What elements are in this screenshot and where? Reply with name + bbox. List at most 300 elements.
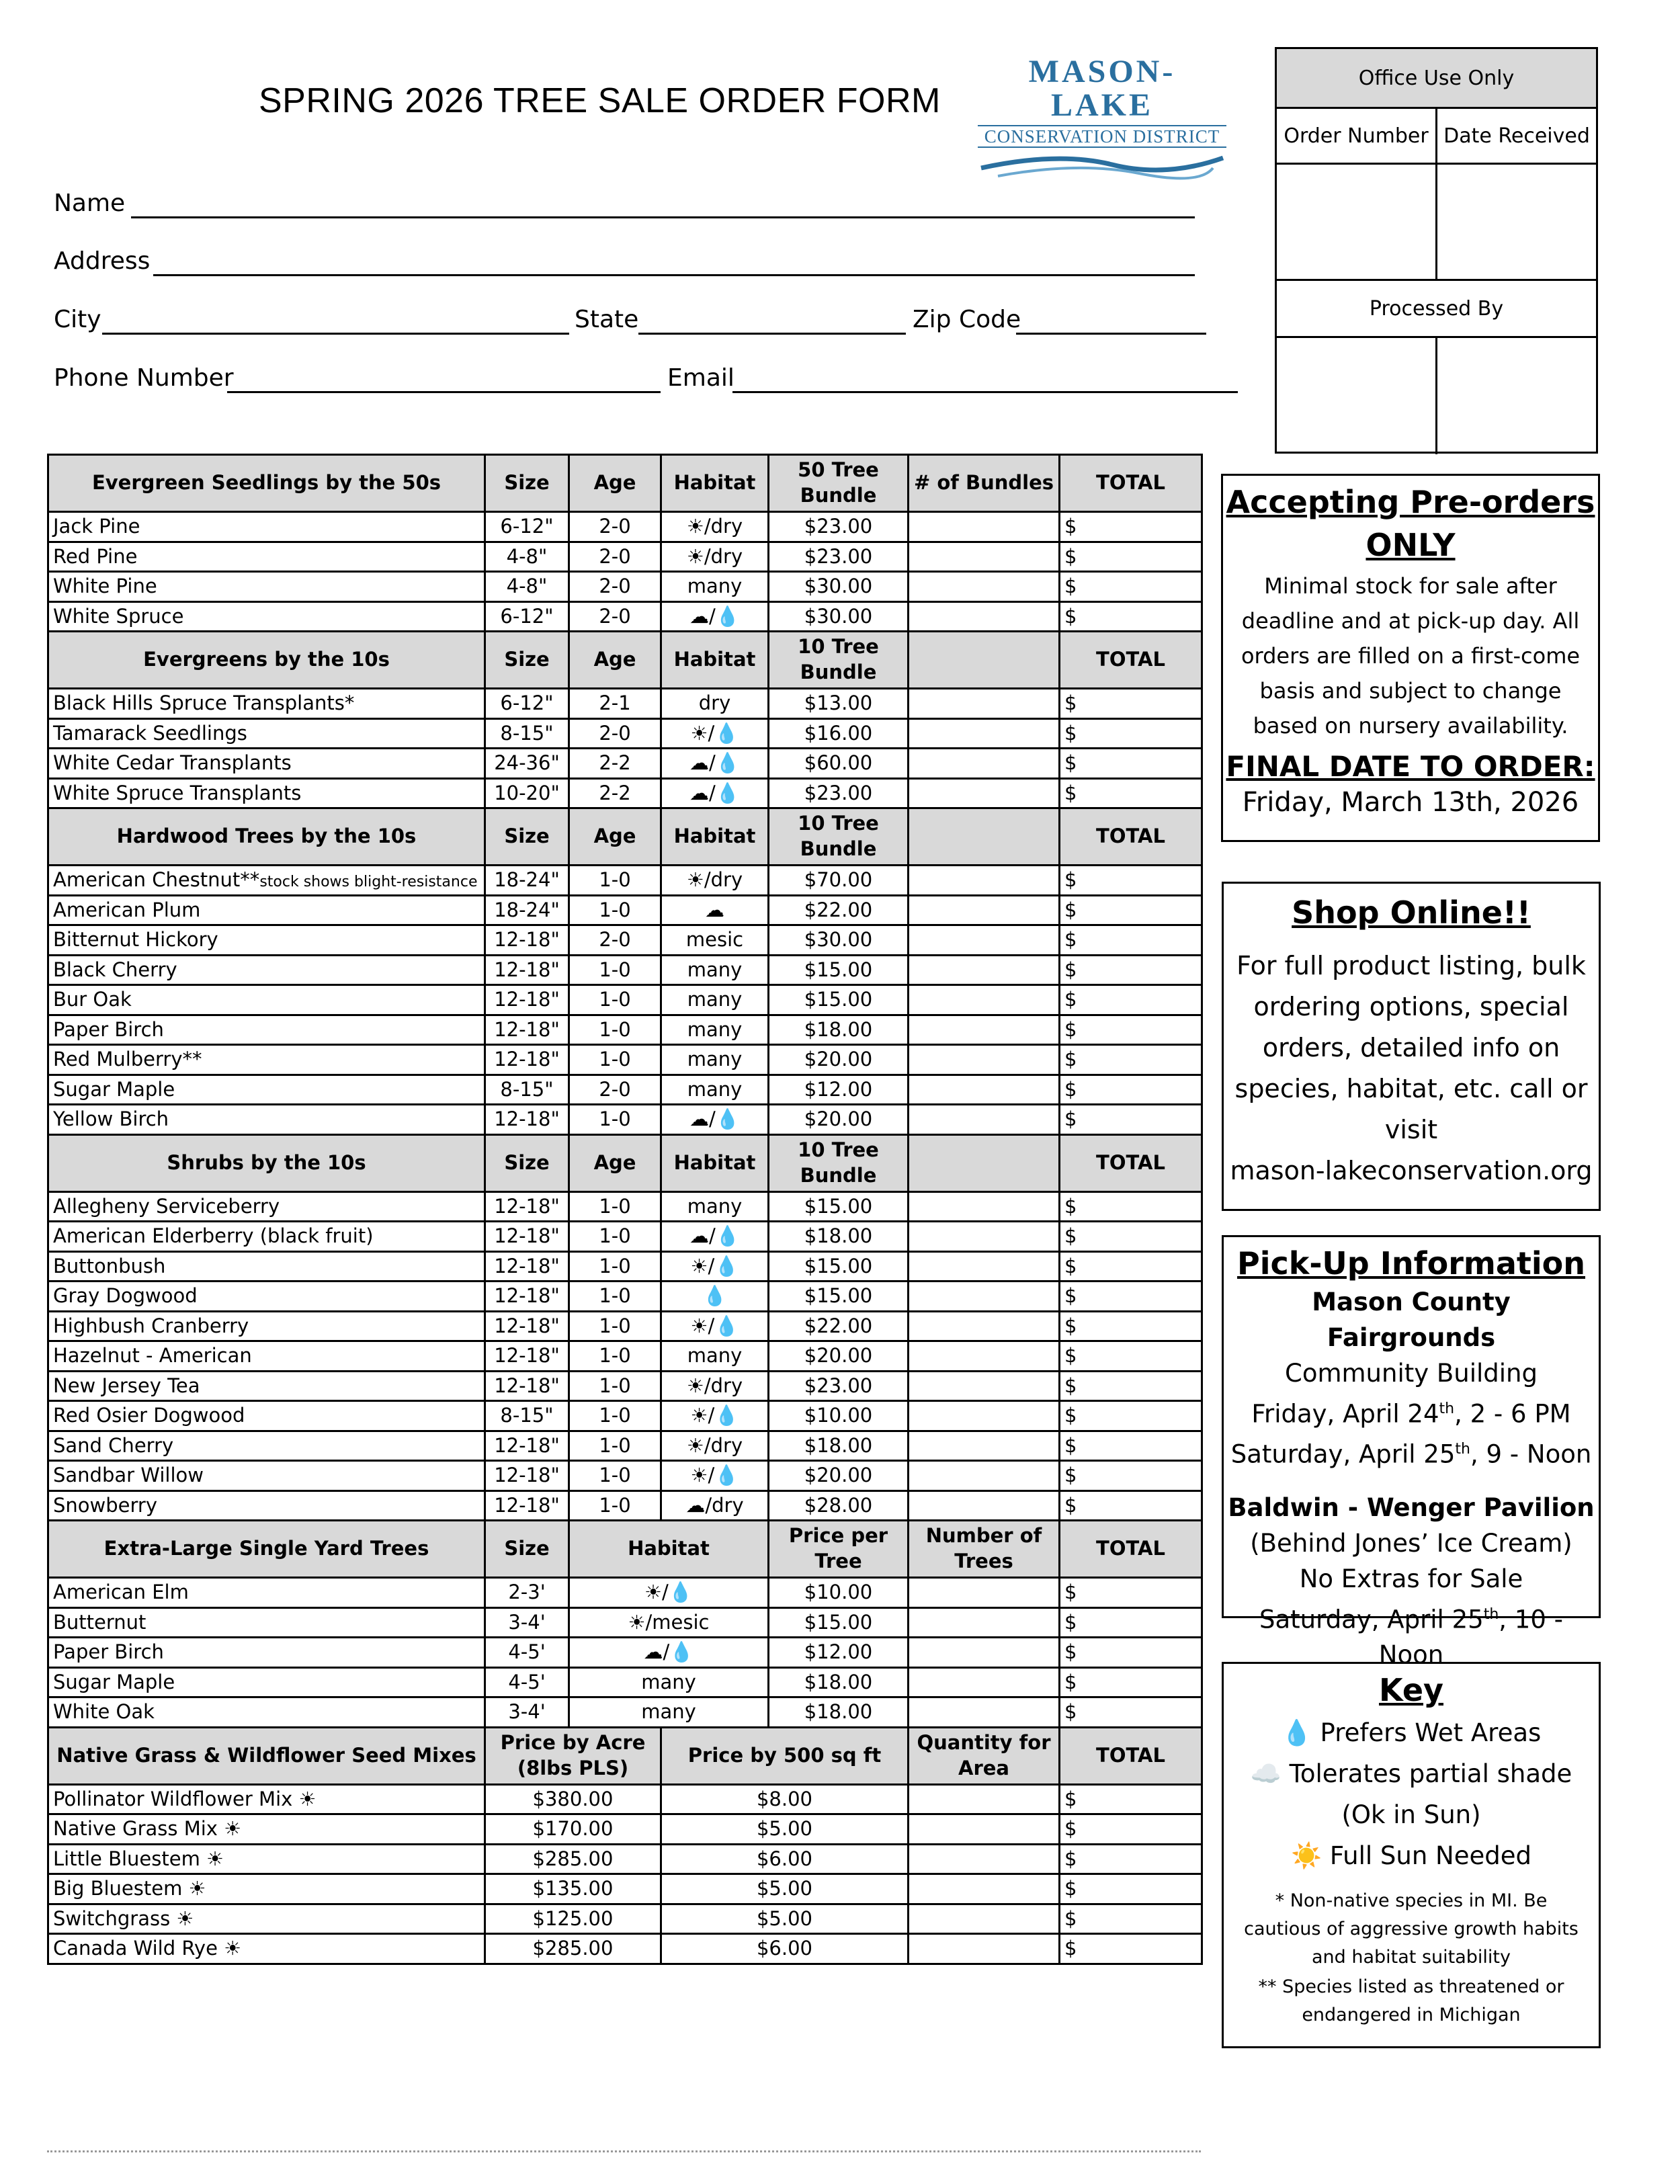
size-cell: 12-18" [485, 1251, 569, 1282]
quantity-input[interactable] [909, 1045, 1060, 1075]
quantity-input[interactable] [909, 1934, 1060, 1964]
species-name: Black Hills Spruce Transplants* [48, 689, 485, 719]
quantity-input[interactable] [909, 1638, 1060, 1668]
size-cell: 3-4' [485, 1607, 569, 1638]
total-input[interactable]: $ [1060, 1222, 1202, 1252]
total-input[interactable]: $ [1060, 1282, 1202, 1312]
quantity-input[interactable] [909, 1667, 1060, 1697]
table-row [48, 1934, 1202, 1964]
quantity-input[interactable] [909, 689, 1060, 719]
shop-online-body: For full product listing, bulk ordering options, special orders, detailed info on species, habitat, etc. call or visit [1234, 951, 1588, 1144]
age-cell: 2-2 [569, 749, 661, 779]
size-cell: 8-15" [485, 1401, 569, 1431]
total-input[interactable]: $ [1060, 1844, 1202, 1874]
total-input[interactable]: $ [1060, 985, 1202, 1015]
total-input[interactable]: $ [1060, 601, 1202, 632]
pickup-box [1222, 1235, 1601, 1669]
order-number-field[interactable] [1277, 165, 1435, 279]
age-cell: 1-0 [569, 1371, 661, 1401]
seed-mix-name: Canada Wild Rye ☀ [48, 1934, 485, 1964]
table-row [48, 1371, 1202, 1401]
total-input[interactable]: $ [1060, 542, 1202, 572]
acre-price-cell: $135.00 [485, 1874, 661, 1904]
logo-sub-text: CONSERVATION DISTRICT [978, 125, 1226, 148]
processed-by-field-1[interactable] [1277, 338, 1435, 454]
total-input[interactable]: $ [1060, 1667, 1202, 1697]
final-date: Friday, March 13th, 2026 [1242, 787, 1579, 818]
sqft-price-cell: $6.00 [661, 1934, 909, 1964]
hardwood-header-row [48, 808, 1202, 866]
key-note-1: * Non-native species in MI. Be cautious of aggressive growth habits and habitat suitability [1244, 1890, 1579, 1968]
table-row [48, 955, 1202, 985]
size-cell: 12-18" [485, 1105, 569, 1135]
table-row [48, 1578, 1202, 1608]
table-row [48, 1015, 1202, 1045]
key-shade: ☁️ Tolerates partial shade [1250, 1759, 1572, 1788]
acre-price-cell: $125.00 [485, 1904, 661, 1934]
quantity-input[interactable] [909, 1282, 1060, 1312]
price-cell: $12.00 [769, 1075, 909, 1105]
quantity-input[interactable] [909, 1607, 1060, 1638]
total-input[interactable]: $ [1060, 718, 1202, 749]
price-cell: $12.00 [769, 1638, 909, 1668]
table-row [48, 1282, 1202, 1312]
quantity-input[interactable] [909, 1874, 1060, 1904]
habitat-cell: ☀/dry [661, 512, 769, 542]
zip-field[interactable] [1016, 333, 1206, 335]
price-cell: $30.00 [769, 925, 909, 956]
size-cell: 6-12" [485, 689, 569, 719]
habitat-cell: many [661, 1045, 769, 1075]
quantity-input[interactable] [909, 718, 1060, 749]
quantity-input[interactable] [909, 985, 1060, 1015]
quantity-input[interactable] [909, 866, 1060, 896]
price-cell: $18.00 [769, 1431, 909, 1461]
key-box [1222, 1662, 1601, 2048]
quantity-input[interactable] [909, 1222, 1060, 1252]
xl-header-row [48, 1521, 1202, 1578]
total-input[interactable]: $ [1060, 1814, 1202, 1845]
size-cell: 2-3' [485, 1578, 569, 1608]
size-cell: 12-18" [485, 985, 569, 1015]
species-name: Gray Dogwood [48, 1282, 485, 1312]
hardwood-header-age: Age [569, 808, 661, 866]
table-row [48, 1222, 1202, 1252]
price-cell: $13.00 [769, 689, 909, 719]
shrubs-header-habitat: Habitat [661, 1134, 769, 1191]
shrubs-header-bundle: 10 Tree Bundle [769, 1134, 909, 1191]
habitat-cell: dry [661, 689, 769, 719]
seed-header-500sqft: Price by 500 sq ft [661, 1727, 909, 1784]
species-name: White Cedar Transplants [48, 749, 485, 779]
total-input[interactable]: $ [1060, 1045, 1202, 1075]
price-cell: $20.00 [769, 1045, 909, 1075]
total-input[interactable]: $ [1060, 1607, 1202, 1638]
price-cell: $22.00 [769, 895, 909, 925]
age-cell: 1-0 [569, 1282, 661, 1312]
total-input[interactable]: $ [1060, 1784, 1202, 1814]
evergreen50-header-age: Age [569, 455, 661, 512]
quantity-input[interactable] [909, 1431, 1060, 1461]
pickup-date-3: Saturday, April 25th, 10 - Noon [1259, 1604, 1563, 1669]
price-cell: $20.00 [769, 1461, 909, 1491]
quantity-input[interactable] [909, 601, 1060, 632]
email-label: Email [667, 364, 734, 392]
quantity-input[interactable] [909, 1904, 1060, 1934]
cloud-icon: ☁️ [1250, 1759, 1282, 1788]
shrubs-header-name: Shrubs by the 10s [48, 1134, 485, 1191]
habitat-cell: ☁ [661, 895, 769, 925]
habitat-cell: ☀/💧 [661, 1251, 769, 1282]
shop-online-box [1222, 882, 1601, 1211]
species-name: Sandbar Willow [48, 1461, 485, 1491]
habitat-cell: ☀/mesic [569, 1607, 769, 1638]
evergreen50-header-name: Evergreen Seedlings by the 50s [48, 455, 485, 512]
age-cell: 2-1 [569, 689, 661, 719]
shop-online-url[interactable]: mason-lakeconservation.org [1230, 1156, 1593, 1185]
price-cell: $10.00 [769, 1401, 909, 1431]
total-input[interactable]: $ [1060, 572, 1202, 602]
species-name: Snowberry [48, 1490, 485, 1521]
species-name: Bitternut Hickory [48, 925, 485, 956]
quantity-input[interactable] [909, 955, 1060, 985]
seed-header-row [48, 1727, 1202, 1784]
quantity-input[interactable] [909, 1461, 1060, 1491]
total-input[interactable]: $ [1060, 955, 1202, 985]
chestnut-note: stock shows blight-resistance [259, 874, 478, 891]
species-name: American Elm [48, 1578, 485, 1608]
total-input[interactable]: $ [1060, 1371, 1202, 1401]
preorder-box [1221, 474, 1600, 842]
table-row [48, 778, 1202, 808]
pickup-location-2c: No Extras for Sale [1299, 1564, 1523, 1593]
evergreen10-header-size: Size [485, 632, 569, 689]
table-row [48, 1401, 1202, 1431]
key-title: Key [1378, 1672, 1444, 1708]
size-cell: 3-4' [485, 1697, 569, 1728]
species-name: Allegheny Serviceberry [48, 1191, 485, 1222]
total-input[interactable]: $ [1060, 1490, 1202, 1521]
species-name: Buttonbush [48, 1251, 485, 1282]
evergreen10-header-row [48, 632, 1202, 689]
total-input[interactable]: $ [1060, 1934, 1202, 1964]
species-name: White Pine [48, 572, 485, 602]
age-cell: 2-0 [569, 542, 661, 572]
habitat-cell: many [661, 985, 769, 1015]
evergreen10-header-bundle: 10 Tree Bundle [769, 632, 909, 689]
quantity-input[interactable] [909, 542, 1060, 572]
total-input[interactable]: $ [1060, 1401, 1202, 1431]
price-cell: $18.00 [769, 1667, 909, 1697]
total-input[interactable]: $ [1060, 1874, 1202, 1904]
price-cell: $28.00 [769, 1490, 909, 1521]
pickup-location-1: Mason County Fairgrounds [1312, 1288, 1511, 1352]
price-cell: $15.00 [769, 1251, 909, 1282]
acre-price-cell: $285.00 [485, 1844, 661, 1874]
table-row [48, 1490, 1202, 1521]
evergreen50-header-bundle: 50 Tree Bundle [769, 455, 909, 512]
price-cell: $15.00 [769, 1282, 909, 1312]
seed-header-total: TOTAL [1060, 1727, 1202, 1784]
preorder-only: ONLY [1366, 527, 1456, 563]
quantity-input[interactable] [909, 1490, 1060, 1521]
xl-header-habitat: Habitat [569, 1521, 769, 1578]
species-name: Paper Birch [48, 1638, 485, 1668]
quantity-input[interactable] [909, 1015, 1060, 1045]
table-row [48, 601, 1202, 632]
date-received-field[interactable] [1435, 165, 1596, 279]
size-cell: 12-18" [485, 1222, 569, 1252]
xl-header-number: Number of Trees [909, 1521, 1060, 1578]
size-cell: 18-24" [485, 895, 569, 925]
habitat-cell: many [661, 955, 769, 985]
phone-field[interactable] [227, 391, 661, 393]
species-name: Red Mulberry** [48, 1045, 485, 1075]
acre-price-cell: $380.00 [485, 1784, 661, 1814]
habitat-cell: ☀/💧 [661, 1401, 769, 1431]
price-cell: $20.00 [769, 1105, 909, 1135]
quantity-input[interactable] [909, 1251, 1060, 1282]
table-row [48, 1697, 1202, 1728]
species-name: Yellow Birch [48, 1105, 485, 1135]
habitat-cell: mesic [661, 925, 769, 956]
quantity-input[interactable] [909, 572, 1060, 602]
price-cell: $18.00 [769, 1697, 909, 1728]
size-cell: 12-18" [485, 1015, 569, 1045]
age-cell: 2-0 [569, 601, 661, 632]
size-cell: 4-5' [485, 1667, 569, 1697]
address-label: Address [54, 247, 151, 275]
size-cell: 12-18" [485, 1490, 569, 1521]
evergreen50-header-qty: # of Bundles [909, 455, 1060, 512]
total-input[interactable]: $ [1060, 1697, 1202, 1728]
price-cell: $20.00 [769, 1341, 909, 1372]
xl-header-total: TOTAL [1060, 1521, 1202, 1578]
bottom-divider [47, 2150, 1201, 2154]
habitat-cell: ☁/💧 [569, 1638, 769, 1668]
total-input[interactable]: $ [1060, 866, 1202, 896]
price-cell: $15.00 [769, 1191, 909, 1222]
name-label: Name [54, 190, 126, 217]
age-cell: 1-0 [569, 1431, 661, 1461]
quantity-input[interactable] [909, 1401, 1060, 1431]
habitat-cell: ☁/💧 [661, 749, 769, 779]
habitat-cell: ☀/dry [661, 1431, 769, 1461]
price-cell: $23.00 [769, 1371, 909, 1401]
seed-mix-name: Little Bluestem ☀ [48, 1844, 485, 1874]
sqft-price-cell: $5.00 [661, 1874, 909, 1904]
total-input[interactable]: $ [1060, 512, 1202, 542]
quantity-input[interactable] [909, 925, 1060, 956]
habitat-cell: many [661, 1075, 769, 1105]
quantity-input[interactable] [909, 1784, 1060, 1814]
total-input[interactable]: $ [1060, 1191, 1202, 1222]
total-input[interactable]: $ [1060, 1461, 1202, 1491]
table-row [48, 1844, 1202, 1874]
quantity-input[interactable] [909, 895, 1060, 925]
age-cell: 2-0 [569, 925, 661, 956]
table-row [48, 1431, 1202, 1461]
table-row [48, 749, 1202, 779]
city-label: City [54, 306, 101, 333]
total-input[interactable]: $ [1060, 1015, 1202, 1045]
processed-by-field-2[interactable] [1435, 338, 1596, 454]
sqft-price-cell: $5.00 [661, 1904, 909, 1934]
hardwood-header-qty [909, 808, 1060, 866]
size-cell: 12-18" [485, 955, 569, 985]
age-cell: 2-0 [569, 512, 661, 542]
table-row [48, 1461, 1202, 1491]
species-name: White Spruce Transplants [48, 778, 485, 808]
address-field[interactable] [153, 274, 1195, 276]
state-label: State [575, 306, 639, 333]
species-name: American Chestnut**stock shows blight-resistance [48, 866, 485, 896]
quantity-input[interactable] [909, 1697, 1060, 1728]
name-field[interactable] [131, 216, 1195, 218]
pickup-date-1: Friday, April 24th, 2 - 6 PM [1251, 1399, 1571, 1429]
seed-header-acre: Price by Acre (8lbs PLS) [485, 1727, 661, 1784]
price-cell: $60.00 [769, 749, 909, 779]
species-name: Hazelnut - American [48, 1341, 485, 1372]
quantity-input[interactable] [909, 1814, 1060, 1845]
age-cell: 1-0 [569, 955, 661, 985]
hardwood-header-habitat: Habitat [661, 808, 769, 866]
total-input[interactable]: $ [1060, 689, 1202, 719]
key-wet: 💧 Prefers Wet Areas [1281, 1718, 1542, 1747]
shrubs-header-total: TOTAL [1060, 1134, 1202, 1191]
quantity-input[interactable] [909, 1844, 1060, 1874]
date-received-label: Date Received [1435, 109, 1596, 163]
xl-header-name: Extra-Large Single Yard Trees [48, 1521, 485, 1578]
table-row [48, 866, 1202, 896]
total-input[interactable]: $ [1060, 895, 1202, 925]
table-row [48, 1075, 1202, 1105]
evergreen10-header-total: TOTAL [1060, 632, 1202, 689]
sqft-price-cell: $6.00 [661, 1844, 909, 1874]
price-cell: $22.00 [769, 1311, 909, 1341]
logo-wave-icon [978, 148, 1226, 181]
zip-label: Zip Code [913, 306, 1021, 333]
habitat-cell: ☁/💧 [661, 1105, 769, 1135]
price-cell: $15.00 [769, 985, 909, 1015]
quantity-input[interactable] [909, 1105, 1060, 1135]
species-name: Tamarack Seedlings [48, 718, 485, 749]
total-input[interactable]: $ [1060, 778, 1202, 808]
quantity-input[interactable] [909, 512, 1060, 542]
total-input[interactable]: $ [1060, 1251, 1202, 1282]
table-row [48, 1784, 1202, 1814]
price-cell: $18.00 [769, 1015, 909, 1045]
size-cell: 24-36" [485, 749, 569, 779]
age-cell: 2-2 [569, 778, 661, 808]
total-input[interactable]: $ [1060, 1311, 1202, 1341]
quantity-input[interactable] [909, 1075, 1060, 1105]
page-title: SPRING 2026 TREE SALE ORDER FORM [259, 81, 941, 120]
table-row [48, 1607, 1202, 1638]
size-cell: 4-5' [485, 1638, 569, 1668]
quantity-input[interactable] [909, 1578, 1060, 1608]
table-row [48, 895, 1202, 925]
table-row [48, 542, 1202, 572]
table-row [48, 1814, 1202, 1845]
price-cell: $23.00 [769, 542, 909, 572]
habitat-cell: ☀/💧 [569, 1578, 769, 1608]
age-cell: 1-0 [569, 1222, 661, 1252]
size-cell: 12-18" [485, 1371, 569, 1401]
preorder-body: Minimal stock for sale after deadline and at pick-up day. All orders are filled on a first-come basis and subject to change based on nursery availability. [1241, 573, 1581, 739]
price-cell: $23.00 [769, 778, 909, 808]
total-input[interactable]: $ [1060, 1341, 1202, 1372]
total-input[interactable]: $ [1060, 925, 1202, 956]
total-input[interactable]: $ [1060, 1578, 1202, 1608]
table-row [48, 1311, 1202, 1341]
email-field[interactable] [732, 391, 1238, 393]
size-cell: 12-18" [485, 1341, 569, 1372]
state-field[interactable] [638, 333, 906, 335]
quantity-input[interactable] [909, 1341, 1060, 1372]
total-input[interactable]: $ [1060, 749, 1202, 779]
hardwood-header-size: Size [485, 808, 569, 866]
pickup-location-1b: Community Building [1285, 1359, 1538, 1388]
total-input[interactable]: $ [1060, 1638, 1202, 1668]
age-cell: 1-0 [569, 1045, 661, 1075]
species-name: Red Osier Dogwood [48, 1401, 485, 1431]
total-input[interactable]: $ [1060, 1075, 1202, 1105]
age-cell: 2-0 [569, 1075, 661, 1105]
table-row [48, 1667, 1202, 1697]
age-cell: 1-0 [569, 1251, 661, 1282]
species-name: Highbush Cranberry [48, 1311, 485, 1341]
total-input[interactable]: $ [1060, 1431, 1202, 1461]
seed-mix-name: Big Bluestem ☀ [48, 1874, 485, 1904]
table-row [48, 1191, 1202, 1222]
sun-icon: ☀️ [1291, 1841, 1322, 1870]
price-cell: $30.00 [769, 572, 909, 602]
habitat-cell: many [569, 1697, 769, 1728]
size-cell: 12-18" [485, 1282, 569, 1312]
habitat-cell: ☁/dry [661, 1490, 769, 1521]
hardwood-header-total: TOTAL [1060, 808, 1202, 866]
age-cell: 2-0 [569, 718, 661, 749]
logo [978, 55, 1226, 149]
age-cell: 1-0 [569, 895, 661, 925]
species-name: Sugar Maple [48, 1667, 485, 1697]
shop-online-title: Shop Online!! [1292, 894, 1531, 931]
habitat-cell: ☀/💧 [661, 718, 769, 749]
quantity-input[interactable] [909, 749, 1060, 779]
evergreen50-header-habitat: Habitat [661, 455, 769, 512]
habitat-cell: many [661, 1341, 769, 1372]
total-input[interactable]: $ [1060, 1904, 1202, 1934]
age-cell: 1-0 [569, 1341, 661, 1372]
city-field[interactable] [102, 333, 569, 335]
acre-price-cell: $170.00 [485, 1814, 661, 1845]
seed-mix-name: Pollinator Wildflower Mix ☀ [48, 1784, 485, 1814]
key-note-2: ** Species listed as threatened or endangered in Michigan [1258, 1976, 1564, 2025]
size-cell: 12-18" [485, 1311, 569, 1341]
quantity-input[interactable] [909, 778, 1060, 808]
habitat-cell: ☁/💧 [661, 778, 769, 808]
preorder-title: Accepting Pre-orders [1226, 484, 1595, 520]
table-row [48, 1904, 1202, 1934]
quantity-input[interactable] [909, 1371, 1060, 1401]
price-cell: $30.00 [769, 601, 909, 632]
quantity-input[interactable] [909, 1311, 1060, 1341]
age-cell: 2-0 [569, 572, 661, 602]
quantity-input[interactable] [909, 1191, 1060, 1222]
habitat-cell: many [661, 572, 769, 602]
total-input[interactable]: $ [1060, 1105, 1202, 1135]
